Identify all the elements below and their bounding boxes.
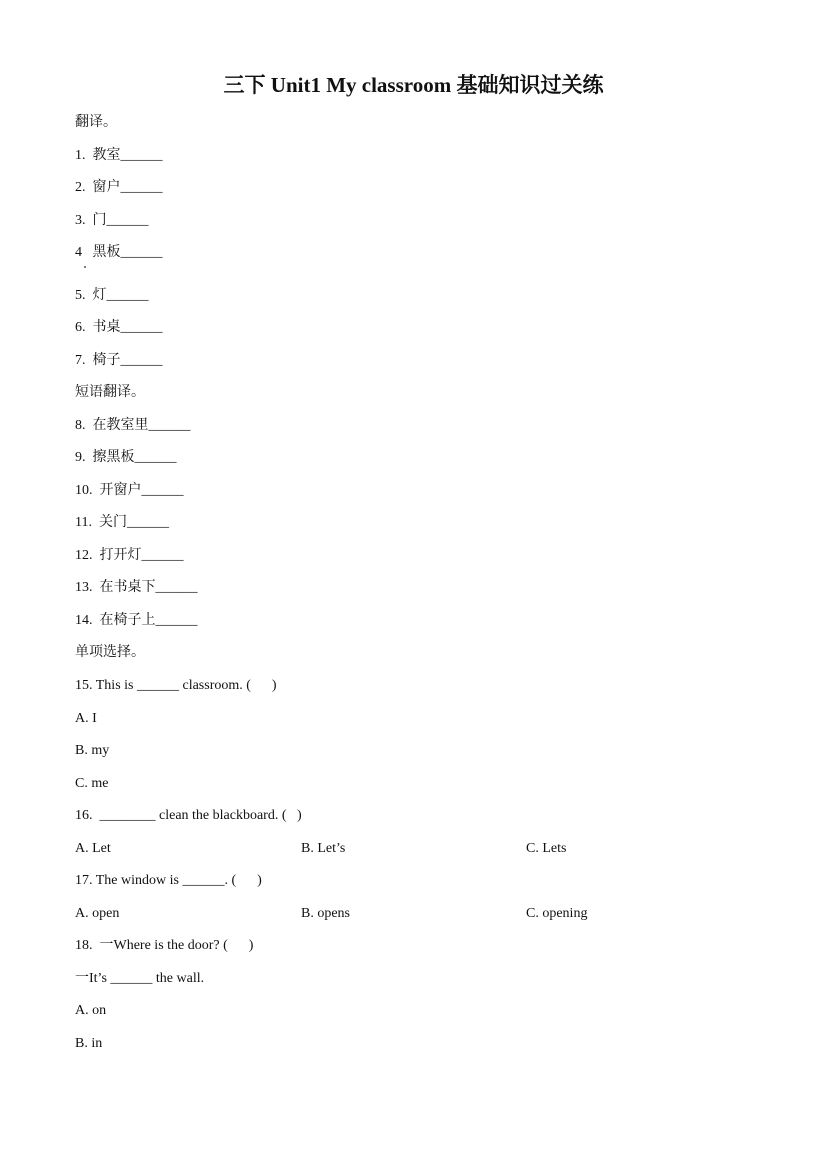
stray-dot-mark (84, 266, 86, 268)
question-16: 16. ________ clean the blackboard. ( ) (75, 808, 302, 823)
q17-option-b: B. opens (301, 906, 350, 921)
question-18-answer-line: 一It’s ______ the wall. (75, 971, 205, 986)
q17-option-a: A. open (75, 906, 120, 921)
question-7: 7. 椅子______ (75, 353, 163, 368)
q17-option-c: C. opening (526, 906, 588, 921)
section-heading-multiple-choice: 单项选择。 (75, 645, 145, 660)
q16-option-b: B. Let’s (301, 841, 346, 856)
question-9: 9. 擦黑板______ (75, 450, 177, 465)
question-13: 13. 在书桌下______ (75, 580, 198, 595)
question-17: 17. The window is ______. ( ) (75, 873, 262, 888)
page-title: 三下 Unit1 My classroom 基础知识过关练 (223, 73, 604, 97)
question-15: 15. This is ______ classroom. ( ) (75, 678, 277, 693)
q15-option-a: A. I (75, 711, 97, 726)
section-heading-phrase-translation: 短语翻译。 (75, 385, 145, 400)
question-18: 18. 一Where is the door? ( ) (75, 938, 254, 953)
q18-option-a: A. on (75, 1003, 107, 1018)
question-6: 6. 书桌______ (75, 320, 163, 335)
section-heading-translation: 翻译。 (75, 115, 117, 130)
question-11: 11. 关门______ (75, 515, 169, 530)
question-4: 4 黑板______ (75, 245, 163, 260)
question-8: 8. 在教室里______ (75, 418, 191, 433)
question-14: 14. 在椅子上______ (75, 613, 198, 628)
question-3: 3. 门______ (75, 213, 149, 228)
q16-option-a: A. Let (75, 841, 111, 856)
question-10: 10. 开窗户______ (75, 483, 184, 498)
question-1: 1. 教室______ (75, 148, 163, 163)
question-12: 12. 打开灯______ (75, 548, 184, 563)
q15-option-c: C. me (75, 776, 109, 791)
q16-option-c: C. Lets (526, 841, 567, 856)
q15-option-b: B. my (75, 743, 110, 758)
q18-option-b: B. in (75, 1036, 103, 1051)
question-5: 5. 灯______ (75, 288, 149, 303)
question-2: 2. 窗户______ (75, 180, 163, 195)
